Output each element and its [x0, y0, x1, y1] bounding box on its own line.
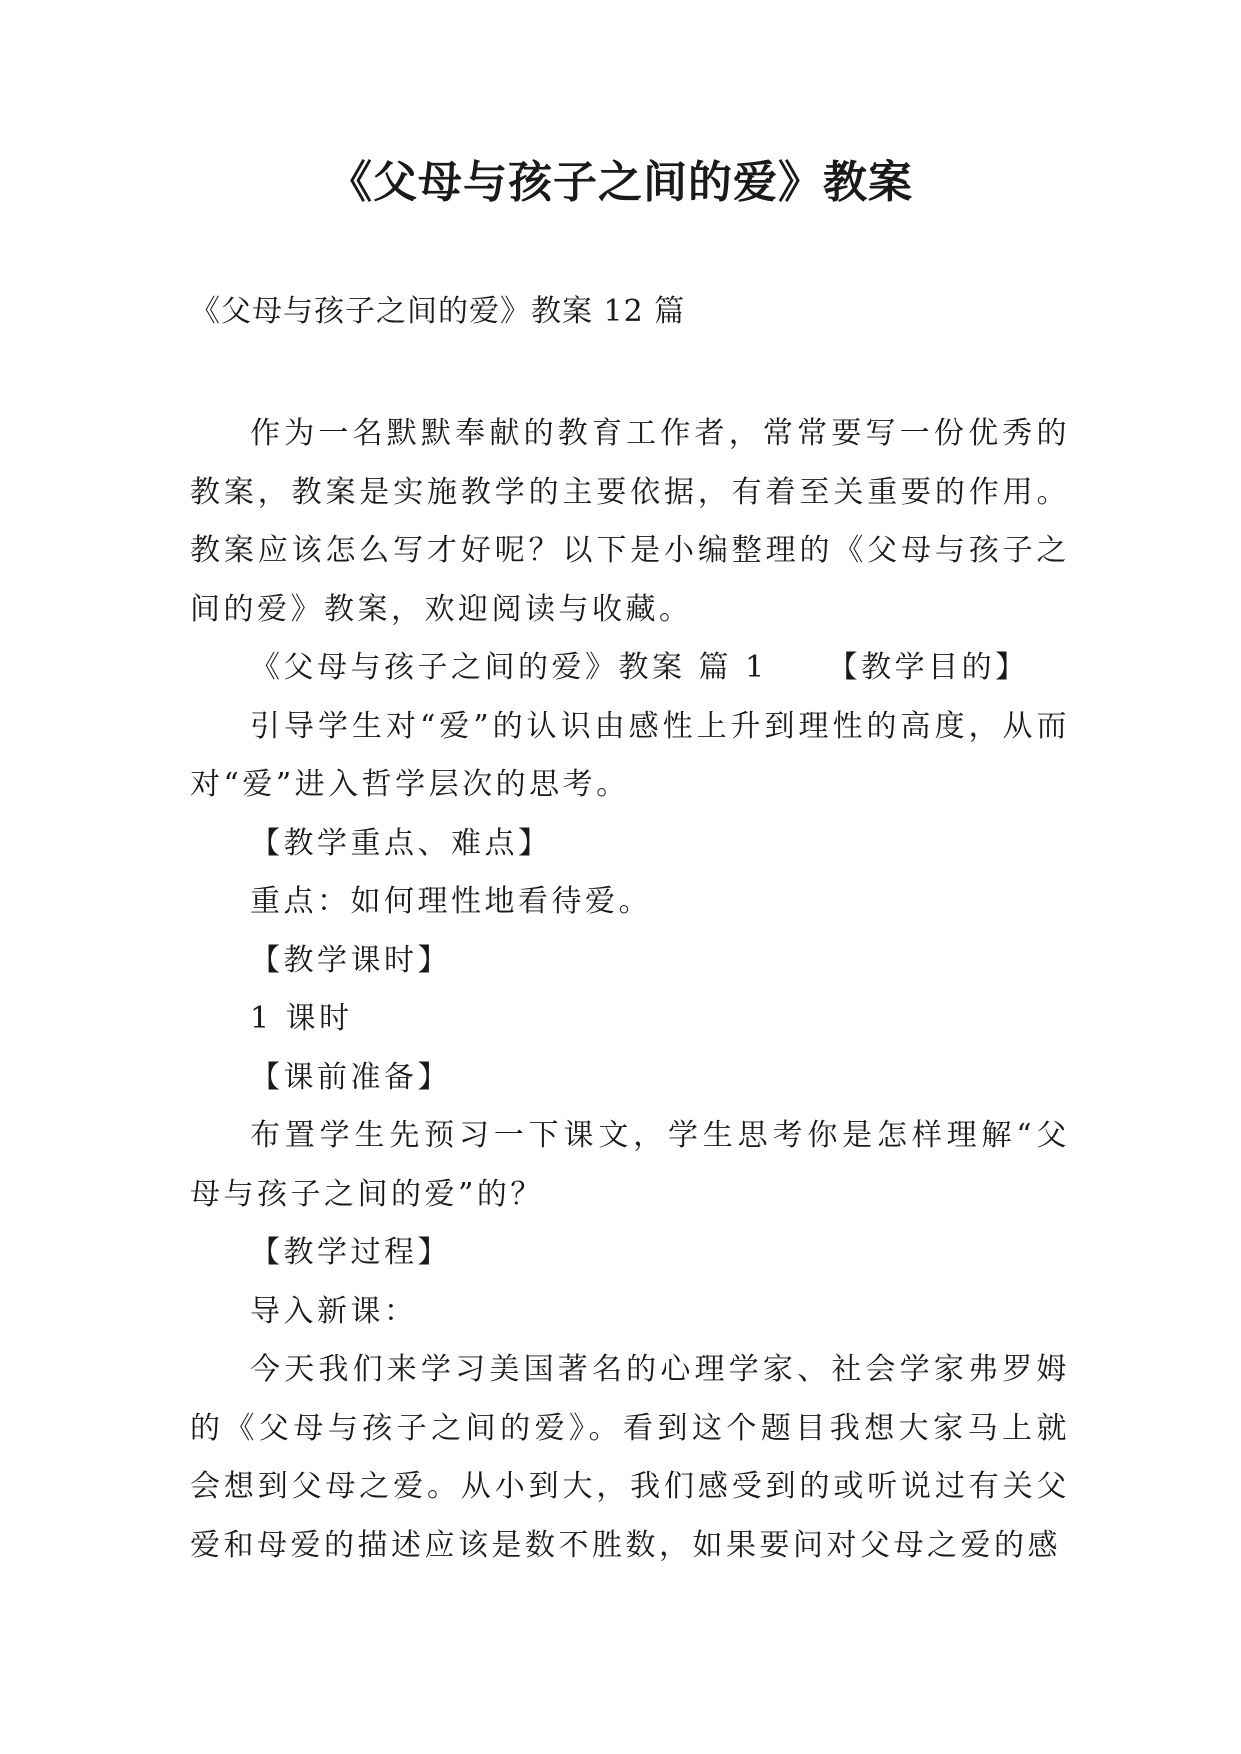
preparation-heading: 【课前准备】: [250, 1059, 451, 1095]
process-heading: 【教学过程】: [250, 1235, 451, 1270]
class-hours-heading: 【教学课时】: [250, 942, 451, 978]
section-heading: 《父母与孩子之间的爱》教案 篇 1: [250, 650, 768, 685]
section-heading-line: [190, 639, 1070, 698]
intro-paragraph: 作为一名默默奉献的教育工作者，常常要写一份优秀的教案，教案是实施教学的主要依据，有着至关重要的作用。教案应该怎么写才好呢？以下是小编整理的《父母与孩子之间的爱》教案，欢迎阅读与收藏。: [190, 416, 1070, 627]
section-goal-label: 【教学目的】: [827, 650, 1029, 685]
document-body: [190, 405, 1070, 1575]
lesson-paragraph: 今天我们来学习美国著名的心理学家、社会学家弗罗姆的《父母与孩子之间的爱》。看到这个题目我想大家马上就会想到父母之爱。从小到大，我们感受到的或听说过有关父爱和母爱的描述应该是数不胜数，如果要问对父母之爱的感: [190, 1352, 1070, 1563]
document-subtitle: 《父母与孩子之间的爱》教案 12 篇: [190, 294, 686, 329]
goal-paragraph: 引导学生对“爱”的认识由感性上升到理性的高度，从而对“爱”进入哲学层次的思考。: [190, 708, 1070, 802]
intro-lesson-label: 导入新课：: [250, 1293, 418, 1329]
class-hours-paragraph: 1 课时: [250, 1001, 353, 1036]
key-points-paragraph: 重点：如何理性地看待爱。: [250, 884, 652, 919]
document-title: 《父母与孩子之间的爱》教案: [328, 157, 913, 208]
key-points-heading: 【教学重点、难点】: [250, 825, 552, 861]
preparation-paragraph: 布置学生先预习一下课文，学生思考你是怎样理解“父母与孩子之间的爱”的？: [190, 1118, 1070, 1212]
